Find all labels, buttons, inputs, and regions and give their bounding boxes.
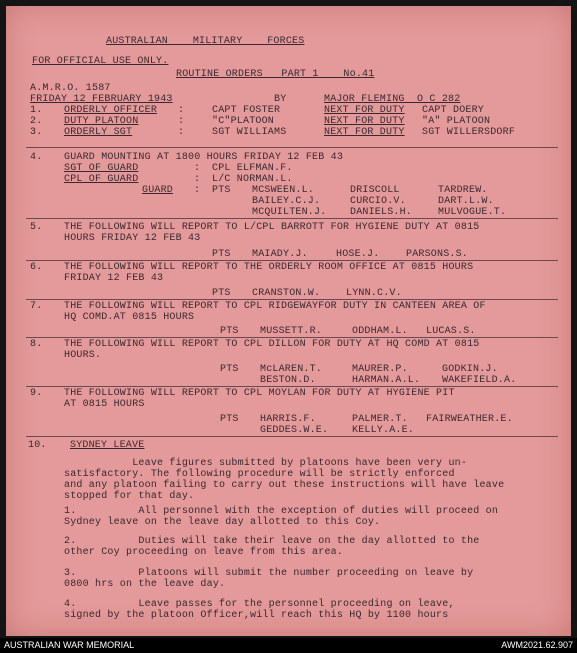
footer-institution: AUSTRALIAN WAR MEMORIAL (4, 640, 135, 650)
personnel-name: LUCAS.S. (426, 326, 476, 337)
order-text: THE FOLLOWING WILL REPORT TO CPL MOYLAN FOR DUTY AT HYGIENE PIT (64, 388, 455, 399)
issuing-officer: MAJOR FLEMING O C 282 (324, 94, 461, 105)
duty-assignee: "C"PLATOON (212, 116, 275, 127)
item-number: 8. (30, 339, 43, 350)
section-rule (26, 386, 558, 387)
order-text: THE FOLLOWING WILL REPORT TO L/CPL BARROTT FOR HYGIENE DUTY AT 0815 (64, 222, 480, 233)
paragraph-line: 1. All personnel with the exception of duties will proceed on (64, 506, 499, 517)
personnel-name: FAIRWEATHER.E. (426, 414, 513, 425)
guard-separator: : (194, 185, 201, 196)
order-text: AT 0815 HOURS (64, 399, 145, 410)
amro-number: A.M.R.O. 1587 (30, 83, 111, 94)
guard-role: CPL OF GUARD (64, 174, 139, 185)
duty-role: DUTY PLATOON (64, 116, 139, 127)
order-text: THE FOLLOWING WILL REPORT TO CPL DILLON FOR DUTY AT HQ COMD AT 0815 (64, 339, 480, 350)
duty-separator: : (178, 127, 185, 138)
personnel-name: HOSE.J. (336, 249, 380, 260)
pts-label: PTS (220, 364, 239, 375)
paragraph-line: and any platoon failing to carry out these instructions will have leave (64, 480, 505, 491)
paragraph-line: 2. Duties will take their leave on the day allotted to the (64, 536, 480, 547)
next-for-duty-label: NEXT FOR DUTY (324, 116, 405, 127)
section-rule (26, 260, 558, 261)
guard-name: MCQUILTEN.J. (252, 207, 327, 218)
section-rule (26, 147, 558, 148)
guard-name: TARDREW. (438, 185, 488, 196)
duty-number: 1. (30, 105, 43, 116)
next-duty-assignee: "A" PLATOON (422, 116, 491, 127)
duty-separator: : (178, 116, 185, 127)
duty-role: ORDERLY OFFICER (64, 105, 158, 116)
archive-footer (0, 638, 577, 653)
paragraph-line: stopped for that day. (64, 491, 195, 502)
order-text: HOURS. (64, 350, 102, 361)
guard-assignee: L/C NORMAN.L. (212, 174, 293, 185)
item-number: 5. (30, 222, 43, 233)
order-text: HOURS FRIDAY 12 FEB 43 (64, 233, 201, 244)
paragraph-line: 4. Leave passes for the personnel proceeding on leave, (64, 599, 455, 610)
guard-name: CURCIO.V. (350, 196, 406, 207)
footer-accession-number: AWM2021.62.907 (501, 640, 573, 650)
next-for-duty-label: NEXT FOR DUTY (324, 127, 405, 138)
item-number: 10. (28, 440, 47, 451)
guard-pts-label: PTS (212, 185, 231, 196)
guard-mounting-text: GUARD MOUNTING AT 1800 HOURS FRIDAY 12 FEB 43 (64, 152, 344, 163)
duty-role: ORDERLY SGT (64, 127, 133, 138)
personnel-name: WAKEFIELD.A. (442, 375, 517, 386)
pts-label: PTS (220, 326, 239, 337)
personnel-name: CRANSTON.W. (252, 288, 321, 299)
personnel-name: MAURER.P. (352, 364, 408, 375)
guard-role: GUARD (142, 185, 174, 196)
official-use-label: FOR OFFICIAL USE ONLY. (32, 56, 169, 67)
next-duty-assignee: SGT WILLERSDORF (422, 127, 516, 138)
paragraph-line: Leave figures submitted by platoons have been very un- (64, 458, 468, 469)
duty-number: 3. (30, 127, 43, 138)
pts-label: PTS (212, 249, 231, 260)
section-rule (26, 337, 558, 338)
guard-name: DRISCOLL (350, 185, 400, 196)
guard-name: MULVOGUE.T. (438, 207, 507, 218)
duty-separator: : (178, 105, 185, 116)
guard-name: DART.L.W. (438, 196, 494, 207)
personnel-name: LYNN.C.V. (346, 288, 402, 299)
next-duty-assignee: CAPT DOERY (422, 105, 485, 116)
guard-name: MCSWEEN.L. (252, 185, 315, 196)
paragraph-line: 0800 hrs on the leave day. (64, 579, 226, 590)
item-number: 6. (30, 262, 43, 273)
personnel-name: KELLY.A.E. (352, 425, 415, 436)
order-text: HQ COMD.AT 0815 HOURS (64, 312, 195, 323)
duty-assignee: SGT WILLIAMS (212, 127, 287, 138)
order-text: THE FOLLOWING WILL REPORT TO THE ORDERLY ROOM OFFICE AT 0815 HOURS (64, 262, 474, 273)
personnel-name: GEDDES.W.E. (260, 425, 329, 436)
personnel-name: McLAREN.T. (260, 364, 323, 375)
personnel-name: PALMER.T. (352, 414, 408, 425)
item-number: 9. (30, 388, 43, 399)
personnel-name: BESTON.D. (260, 375, 316, 386)
duty-assignee: CAPT FOSTER (212, 105, 281, 116)
item-number: 7. (30, 301, 43, 312)
document-page (6, 6, 571, 636)
order-text: FRIDAY 12 FEB 43 (64, 273, 164, 284)
guard-separator: : (194, 174, 201, 185)
personnel-name: HARMAN.A.L. (352, 375, 421, 386)
paragraph-line: signed by the platoon Officer,will reach this HQ by 1100 hours (64, 610, 449, 621)
paragraph-line: Sydney leave on the leave day allotted to this Coy. (64, 517, 381, 528)
guard-role: SGT OF GUARD (64, 163, 139, 174)
order-text: THE FOLLOWING WILL REPORT TO CPL RIDGEWAYFOR DUTY IN CANTEEN AREA OF (64, 301, 486, 312)
item-number: 4. (30, 152, 43, 163)
section-rule (26, 218, 558, 219)
guard-separator: : (194, 163, 201, 174)
document-title: AUSTRALIAN MILITARY FORCES (106, 36, 305, 47)
duty-number: 2. (30, 116, 43, 127)
next-for-duty-label: NEXT FOR DUTY (324, 105, 405, 116)
personnel-name: ODDHAM.L. (352, 326, 408, 337)
section-rule (26, 299, 558, 300)
routine-orders-heading: ROUTINE ORDERS PART 1 No.41 (176, 69, 375, 80)
by-label: BY (274, 94, 287, 105)
pts-label: PTS (220, 414, 239, 425)
guard-name: BAILEY.C.J. (252, 196, 321, 207)
order-date: FRIDAY 12 FEBRUARY 1943 (30, 94, 173, 105)
personnel-name: MUSSETT.R. (260, 326, 323, 337)
personnel-name: PARSONS.S. (406, 249, 469, 260)
personnel-name: HARRIS.F. (260, 414, 316, 425)
pts-label: PTS (212, 288, 231, 299)
paragraph-line: satisfactory. The following procedure will be strictly enforced (64, 469, 455, 480)
paragraph-line: 3. Platoons will submit the number proceeding on leave by (64, 568, 474, 579)
personnel-name: MAIADY.J. (252, 249, 308, 260)
guard-name: DANIELS.H. (350, 207, 413, 218)
section-rule (26, 436, 558, 437)
paragraph-line: other Coy proceeding on leave from this area. (64, 547, 344, 558)
sydney-leave-heading: SYDNEY LEAVE (70, 440, 145, 451)
guard-assignee: CPL ELFMAN.F. (212, 163, 293, 174)
personnel-name: GODKIN.J. (442, 364, 498, 375)
